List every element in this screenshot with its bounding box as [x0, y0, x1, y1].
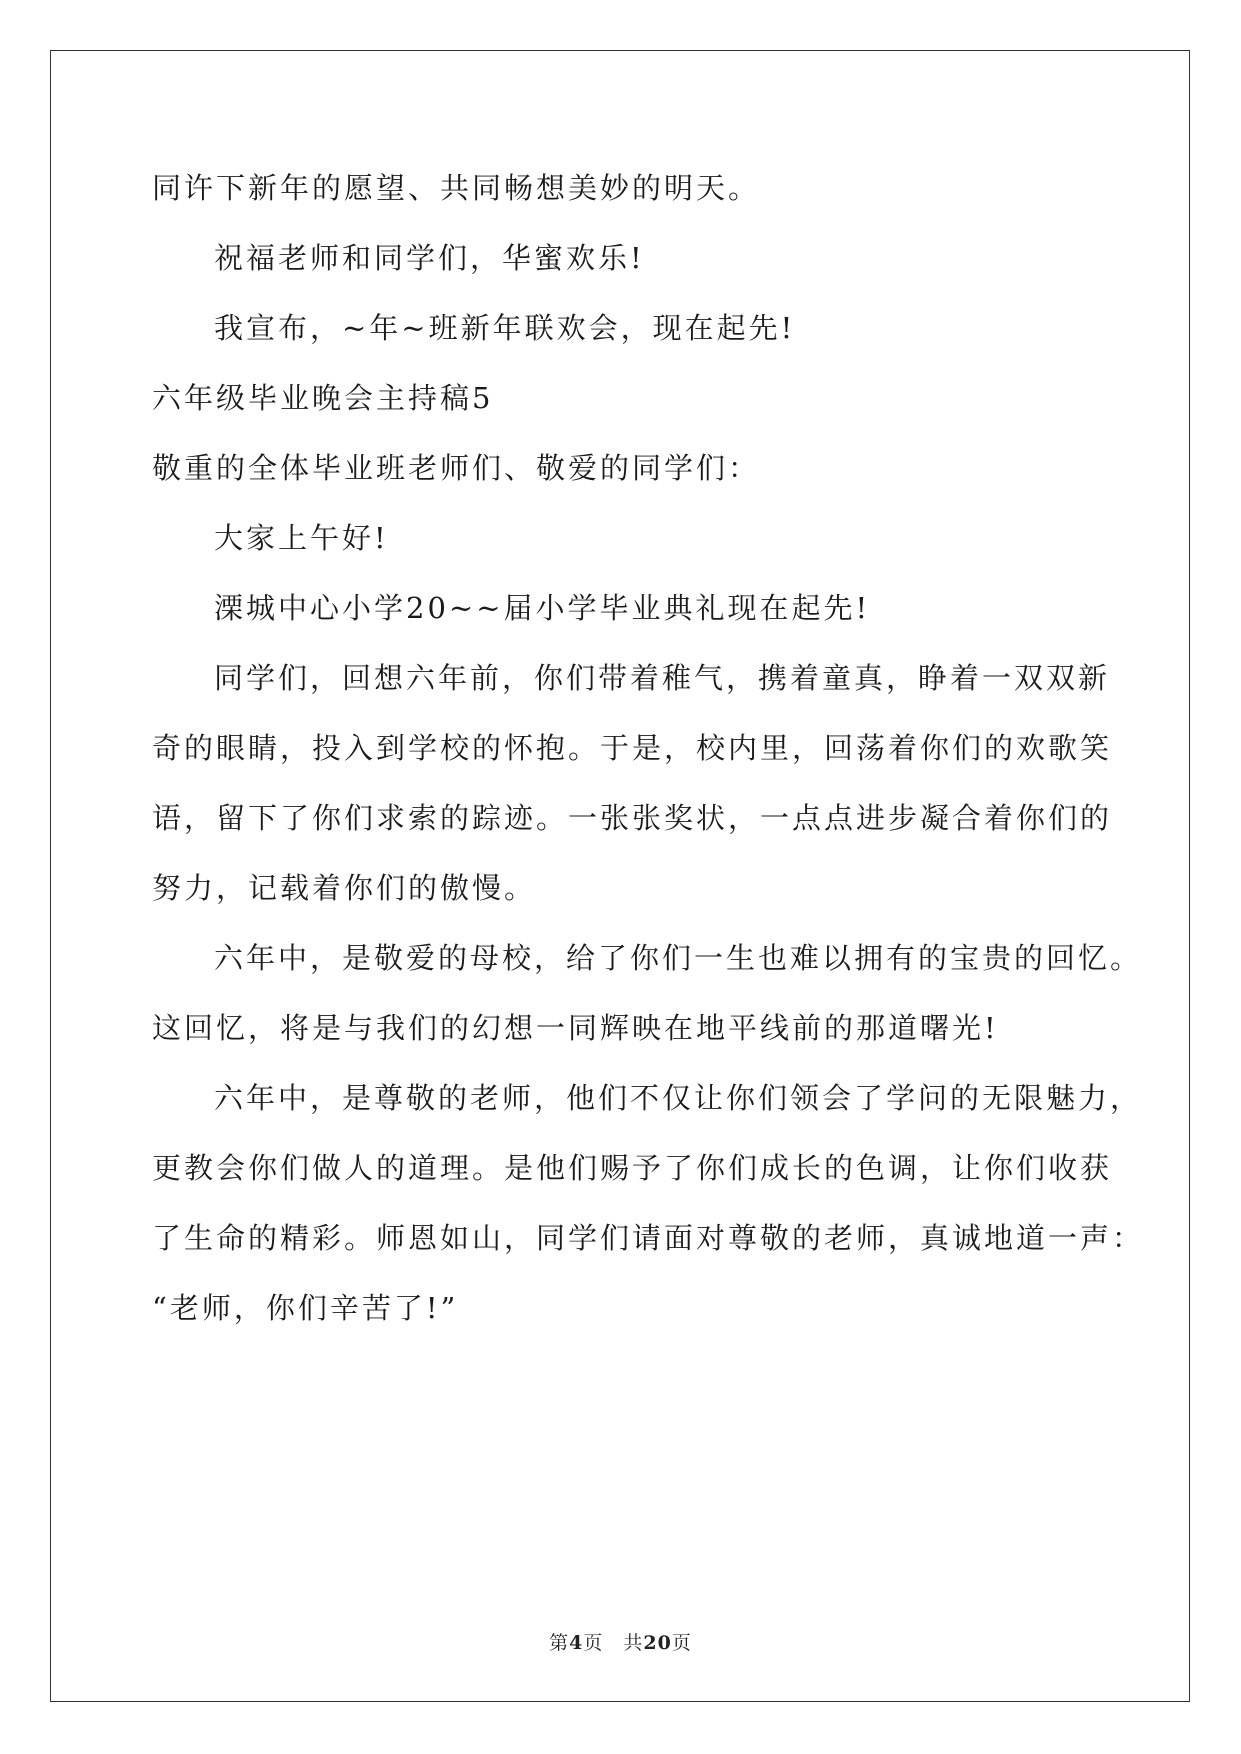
text-line-8: 同学们，回想六年前，你们带着稚气，携着童真，睁着一双双新 [214, 661, 1111, 695]
text-line-14: 六年中，是尊敬的老师，他们不仅让你们领会了学问的无限魅力， [214, 1081, 1143, 1115]
text-line-17: “老师，你们辛苦了!” [152, 1291, 459, 1325]
text-line-10: 语，留下了你们求索的踪迹。一张张奖状，一点点进步凝合着你们的 [152, 801, 1113, 835]
total-page-count: 20 [643, 1632, 672, 1654]
current-page-number: 4 [569, 1632, 584, 1654]
text-line-1: 同许下新年的愿望、共同畅想美妙的明天。 [152, 171, 761, 205]
salutation: 敬重的全体毕业班老师们、敬爱的同学们： [152, 451, 761, 485]
text-line-15: 更教会你们做人的道理。是他们赐予了你们成长的色调，让你们收获 [152, 1151, 1113, 1185]
text-line-12: 六年中，是敬爱的母校，给了你们一生也难以拥有的宝贵的回忆。 [214, 941, 1143, 975]
page-footer [0, 1628, 1241, 1655]
footer-suffix: 页 [671, 1632, 692, 1654]
text-line-2: 祝福老师和同学们，华蜜欢乐! [214, 241, 645, 275]
text-line-6: 大家上午好! [214, 521, 389, 555]
footer-prefix: 第 [549, 1632, 570, 1654]
text-line-7: 溧城中心小学20~~届小学毕业典礼现在起先! [214, 591, 871, 625]
text-line-11: 努力，记载着你们的傲慢。 [152, 871, 537, 905]
text-line-3: 我宣布，~年~班新年联欢会，现在起先! [214, 311, 796, 345]
footer-middle: 页 共 [583, 1632, 644, 1654]
text-line-9: 奇的眼睛，投入到学校的怀抱。于是，校内里，回荡着你们的欢歌笑 [152, 731, 1113, 765]
section-heading: 六年级毕业晚会主持稿5 [152, 381, 494, 415]
text-line-13: 这回忆，将是与我们的幻想一同辉映在地平线前的那道曙光! [152, 1011, 999, 1045]
text-line-16: 了生命的精彩。师恩如山，同学们请面对尊敬的老师，真诚地道一声： [152, 1221, 1145, 1255]
